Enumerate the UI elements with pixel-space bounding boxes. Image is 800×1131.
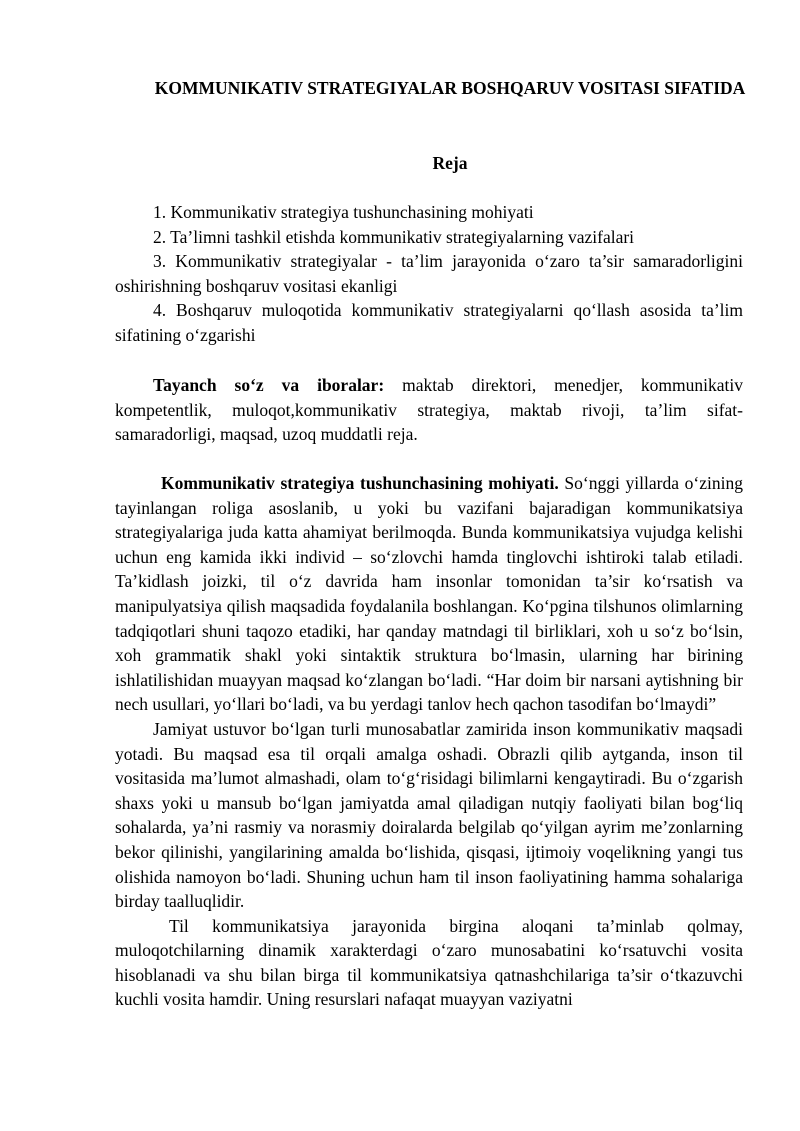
plan-item-1: 1. Kommunikativ strategiya tushunchasining mohiyati: [153, 202, 534, 222]
keywords-label: Tayanch so‘z va iboralar:: [153, 375, 385, 395]
document-title: KOMMUNIKATIV STRATEGIYALAR BOSHQARUV VOSITASI SIFATIDA: [154, 78, 746, 98]
paragraph-1-text: So‘nggi yillarda o‘zining tayinlangan roliga asoslanib, u yoki bu vazifani bajaradigan kommunikatsiya strategiyalariga juda katta ahamiyat berilmoqda. Bunda kommunikatsiya vujudga kelishi uchun eng kamida ikki individ – so‘zlovchi hamda tinglovchi ishtiroki talab etiladi. Ta’kidlash joizki, til o‘z davrida ham insonlar tomonidan ta’sir ko‘rsatish va manipulyatsiya qilish maqsadida foydalanila boshlangan. Ko‘pgina tilshunos olimlarning tadqiqotlari shuni taqozo etadiki, har qanday matndagi til birliklari, xoh u so‘z bo‘lsin, xoh grammatik shakl yoki sintaktik struktura bo‘lmasin, ularning har birining ishlatilishidan muayyan maqsad ko‘zlangan bo‘ladi. “Har doim bir narsani aytishning bir nech usullari, yo‘llari bo‘ladi, va bu yerdagi tanlov hech qachon tasodifan bo‘lmaydi”: [115, 473, 743, 715]
plan-item-3: 3. Kommunikativ strategiyalar - ta’lim jarayonida o‘zaro ta’sir samaradorligini oshirishning boshqaruv vositasi ekanligi: [115, 251, 743, 296]
plan-list: [115, 200, 743, 348]
keywords-paragraph: [115, 373, 743, 447]
section-paragraph-3: Til kommunikatsiya jarayonida birgina aloqani ta’minlab qolmay, muloqotchilarning dinamik xarakterdagi o‘zaro munosabatini ko‘rsatuvchi vosita hisoblanadi va shu bilan birga til kommunikatsiya qatnashchilariga ta’sir o‘tkazuvchi kuchli vosita hamdir. Uning resurslari nafaqat muayyan vaziyatni: [115, 915, 743, 1010]
plan-item-2: 2. Ta’limni tashkil etishda kommunikativ strategiyalarning vazifalari: [153, 226, 635, 247]
plan-heading: Reja: [432, 153, 468, 173]
section-paragraph-2: Jamiyat ustuvor bo‘lgan turli munosabatlar zamirida inson kommunikativ maqsadi yotadi. Bu maqsad esa til orqali amalga oshadi. Obrazli qilib aytganda, inson til vositasida ma’lumot almashadi, olam to‘g‘risidagi bilimlarni kengaytiradi. Bu o‘zgarish shaxs yoki u mansub bo‘lgan jamiyatda amal qiladigan nutqiy faoliyati bilan bog‘liq sohalarda, ya’ni rasmiy va norasmiy doiralarda belgilab qo‘yilgan ayrim me’zonlarning bekor qilinishi, yangilarining amalda bo‘lishida, qisqasi, ijtimoiy voqelikning yangi tus olishida namoyon bo‘ladi. Shuning uchun ham til inson faoliyatining hamma sohalariga birday taalluqlidir.: [115, 718, 743, 912]
keywords-text: maktab direktori, menedjer, kommunikativ kompetentlik, muloqot,kommunikativ strategiya, maktab rivoji, ta’lim sifat-samaradorligi, maqsad, uzoq muddatli reja.: [115, 375, 743, 445]
section-body: [115, 471, 743, 1012]
section-heading: Kommunikativ strategiya tushunchasining mohiyati.: [161, 473, 559, 493]
section-paragraph-1: [115, 471, 743, 717]
plan-item-4: 4. Boshqaruv muloqotida kommunikativ strategiyalarni qo‘llash asosida ta’lim sifatining o‘zgarishi: [115, 300, 743, 345]
